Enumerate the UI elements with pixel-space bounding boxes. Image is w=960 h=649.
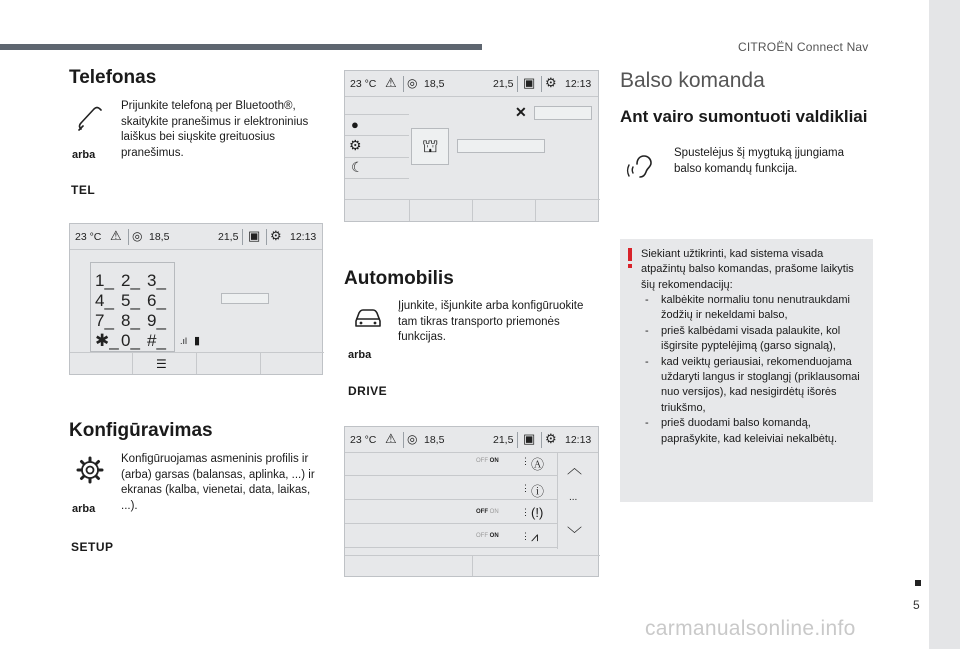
car-icon [353, 306, 383, 330]
telefonas-arba: arba [72, 149, 96, 161]
settings-screen [344, 70, 599, 222]
key-5[interactable]: 5_ [121, 291, 140, 310]
automobilis-key-label: DRIVE [348, 384, 388, 398]
settings-icon: ⚙ [545, 431, 557, 446]
warning-icon: ⚠ [385, 75, 397, 90]
toggle-row-3[interactable]: OFF ON [476, 509, 499, 515]
media-icon: ▣ [248, 228, 261, 243]
close-icon[interactable]: ✕ [515, 104, 527, 120]
page-number: 5 [913, 598, 920, 612]
header-title: CITROËN Connect Nav [738, 40, 869, 54]
media-icon: ▣ [523, 431, 536, 446]
note-item: - prieš kalbėdami visada palaukite, kol išgirsite pyptelėjimą (garso signalą), [641, 324, 871, 355]
key-4[interactable]: 4_ [95, 291, 114, 310]
note-item: - kad veiktų geriausiai, rekomenduojama uždaryti langus ir stoglangį (priklausomai nuo versijos), kad nesigirdėtų išorės triukšmo, [641, 355, 871, 417]
warning-exclamation-icon [628, 248, 632, 268]
key-8[interactable]: 8_ [121, 311, 140, 330]
gps-icon: ◎ [132, 229, 143, 243]
key-star[interactable]: ✱_ [95, 331, 119, 350]
toggle-row-1[interactable]: OFF ON [476, 458, 499, 464]
note-item: - kalbėkite normaliu tonu nenutraukdami žodžių ir nekeldami balso, [641, 293, 871, 324]
row-menu-icon[interactable]: ⋮ [521, 531, 530, 541]
settings-icon: ⚙ [270, 228, 282, 243]
auto-lights-icon: Ⓐ [531, 457, 545, 472]
watermark: carmanualsonline.info [645, 617, 856, 640]
warning-icon: ⚠ [385, 431, 397, 446]
scroll-down-icon[interactable]: ﹀ [567, 526, 583, 543]
status-bar: 23 °C ⚠ ◎ 18,5 21,5 ▣ ⚙ 12:13 [70, 224, 322, 250]
key-hash[interactable]: #_ [147, 331, 166, 350]
driving-screen [344, 426, 599, 577]
status-bar: 23 °C ⚠ ◎ 18,5 21,5 ▣ ⚙ 12:13 [345, 71, 598, 97]
konfiguravimas-heading: Konfigūravimas [69, 420, 213, 441]
konfiguravimas-text: Konfigūruojamas asmeninis profilis ir (arba) garsas (balansas, aplinka, ...) ir ekranas (kalba, vienetai, data, laikas, ...). [121, 453, 315, 512]
signal-icon: .ıl [180, 336, 188, 346]
media-icon: ▣ [523, 75, 536, 90]
gps-icon: ◎ [407, 76, 418, 90]
key-7[interactable]: 7_ [95, 311, 114, 330]
konfiguravimas-key-label: SETUP [71, 540, 114, 554]
key-3[interactable]: 3_ [147, 271, 166, 290]
toggle-row-4[interactable]: OFF ON [476, 533, 499, 539]
contacts-list-icon[interactable]: ☰ [156, 357, 167, 371]
telefonas-key-label: TEL [71, 183, 96, 197]
phone-number-field[interactable] [221, 293, 269, 304]
right-margin-band [929, 0, 960, 649]
phone-screen [69, 223, 323, 375]
note-item: - prieš duodami balso komandą, paprašykite, kad keleiviai nekalbėtų. [641, 416, 871, 447]
key-2[interactable]: 2_ [121, 271, 140, 290]
telefonas-heading: Telefonas [69, 67, 157, 88]
row-menu-icon[interactable]: ⋮ [521, 483, 530, 493]
row-menu-icon[interactable]: ⋮ [521, 507, 530, 517]
balso-text: Spustelėjus šį mygtuką įjungiama balso komandų funkcija. [674, 147, 845, 175]
profile-icon: ⛫ [422, 136, 439, 156]
status-bar: 23 °C ⚠ ◎ 18,5 21,5 ▣ ⚙ 12:13 [345, 427, 598, 453]
scroll-up-icon[interactable]: ︿ [567, 460, 583, 477]
gps-icon: ◎ [407, 432, 418, 446]
note-intro: Siekiant užtikrinti, kad sistema visada atpažintų balso komandas, prašome laikytis šių rekomendacijų: [641, 248, 854, 291]
key-6[interactable]: 6_ [147, 291, 166, 310]
settings-icon: ⚙ [545, 75, 557, 90]
gear-icon [76, 456, 104, 484]
battery-icon: ▮ [194, 335, 201, 347]
lane-assist-icon: ⩘ [531, 529, 539, 544]
automobilis-heading: Automobilis [344, 268, 454, 289]
key-1[interactable]: 1_ [95, 271, 114, 290]
palette-icon[interactable]: ● [351, 117, 359, 132]
telefonas-text: Prijunkite telefoną per Bluetooth®, skaitykite pranešimus ir elektroninius laiškus bei siųskite greituosius pranešimus. [121, 100, 309, 159]
keypad [90, 262, 175, 352]
profile-button[interactable] [411, 128, 449, 165]
page-marker [915, 580, 921, 586]
row-menu-icon[interactable]: ⋮ [521, 456, 530, 466]
moon-icon[interactable]: ☾ [351, 159, 364, 175]
tyre-pressure-icon: (!) [531, 505, 544, 520]
warning-icon: ⚠ [110, 228, 122, 243]
voice-command-icon [624, 150, 656, 182]
balso-heading: Balso komanda [620, 69, 765, 92]
profile-field[interactable] [457, 139, 545, 153]
more-dots: ... [569, 492, 578, 503]
key-9[interactable]: 9_ [147, 311, 166, 330]
note-list [641, 293, 871, 447]
key-0[interactable]: 0_ [121, 331, 140, 350]
note-box [620, 239, 873, 502]
settings-field[interactable] [534, 106, 592, 120]
phone-icon [75, 103, 105, 133]
automobilis-text: Įjunkite, išjunkite arba konfigūruokite tam tikras transporto priemonės funkcijas. [398, 300, 584, 343]
info-icon: ⓘ [531, 484, 545, 499]
balso-subheading: Ant vairo sumontuoti valdikliai [620, 107, 868, 126]
top-rule [0, 44, 482, 50]
automobilis-arba: arba [348, 349, 372, 361]
konfiguravimas-arba: arba [72, 503, 96, 515]
gear-sound-icon[interactable]: ⚙ [349, 137, 362, 153]
